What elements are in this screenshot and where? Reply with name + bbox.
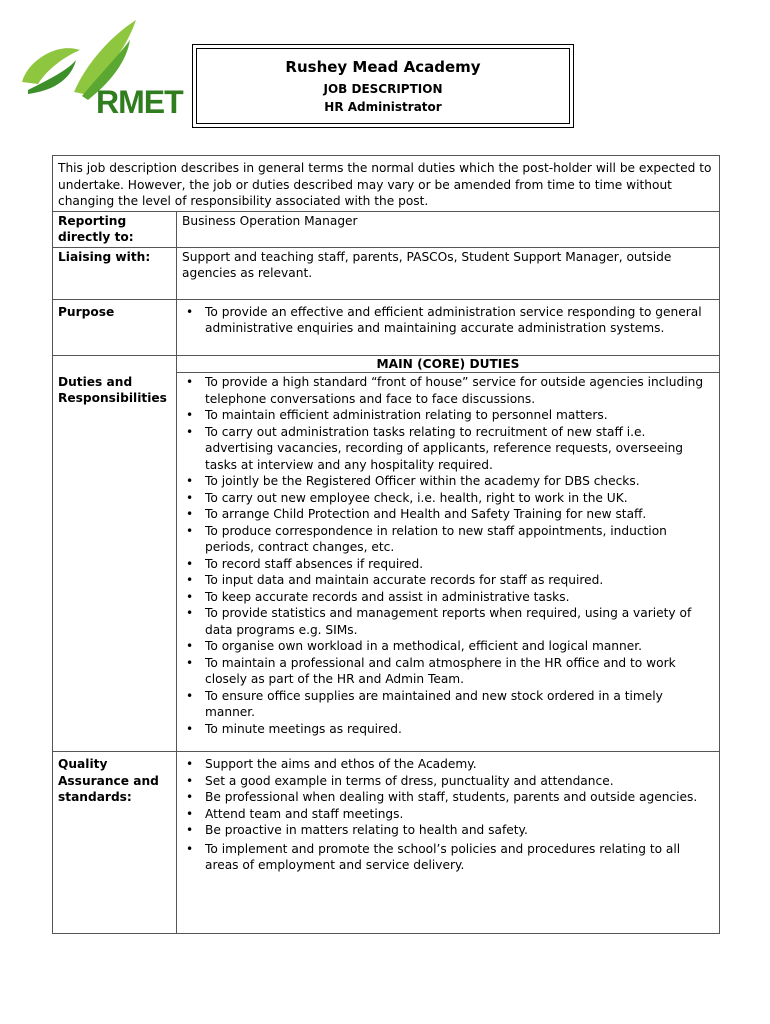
job-title: HR Administrator [324,100,442,114]
list-item: • To input data and maintain accurate records for staff as required. [205,572,714,589]
document-type: JOB DESCRIPTION [323,82,443,96]
purpose-label: Purpose [53,299,177,355]
duties-cell [177,373,720,752]
quality-cell [177,752,720,934]
liaising-row [53,247,720,299]
main-duties-heading-row [53,355,720,373]
list-item: • To ensure office supplies are maintained and new stock ordered in a timely manner. [205,688,714,721]
liaising-value: Support and teaching staff, parents, PASCOs, Student Support Manager, outside agencies as relevant. [177,247,720,299]
list-item: • To provide a high standard “front of house” service for outside agencies including telephone conversations and face to face discussions. [205,374,714,407]
purpose-cell [177,299,720,355]
list-item: • To keep accurate records and assist in administrative tasks. [205,589,714,606]
list-item: • Attend team and staff meetings. [205,806,714,823]
list-item: • To organise own workload in a methodical, efficient and logical manner. [205,638,714,655]
duties-row [53,373,720,752]
duties-label: Duties and Responsibilities [53,373,177,752]
list-item: • To maintain a professional and calm atmosphere in the HR office and to work closely as part of the HR and Admin Team. [205,655,714,688]
school-name: Rushey Mead Academy [285,58,481,76]
list-item: • Be professional when dealing with staff, students, parents and outside agencies. [205,789,714,806]
main-duties-heading: MAIN (CORE) DUTIES [177,355,720,373]
title-box [192,44,574,128]
list-item: • To carry out administration tasks relating to recruitment of new staff i.e. advertising vacancies, recording of applicants, reference requests, overseeing tasks at interview and any hospitality required. [205,424,714,474]
list-item: • To record staff absences if required. [205,556,714,573]
list-item: • To implement and promote the school’s policies and procedures relating to all areas of employment and service delivery. [205,841,714,874]
reporting-row [53,211,720,247]
list-item: • To arrange Child Protection and Health and Safety Training for new staff. [205,506,714,523]
list-item: • To maintain efficient administration relating to personnel matters. [205,407,714,424]
job-description-table [52,155,720,934]
intro-text: This job description describes in general terms the normal duties which the post-holder will be expected to undertake. However, the job or duties described may vary or be amended from time to time without changing the level of responsibility associated with the post. [53,156,720,212]
list-item: • Be proactive in matters relating to health and safety. [205,822,714,839]
list-item: • To provide statistics and management reports when required, using a variety of data programs e.g. SIMs. [205,605,714,638]
quality-label: Quality Assurance and standards: [53,752,177,934]
reporting-value: Business Operation Manager [177,211,720,247]
purpose-item: • To provide an effective and efficient administration service responding to general administrative enquiries and maintaining accurate administration systems. [205,304,714,337]
list-item: • Set a good example in terms of dress, punctuality and attendance. [205,773,714,790]
list-item: • Support the aims and ethos of the Academy. [205,756,714,773]
liaising-label: Liaising with: [53,247,177,299]
rmet-logo [18,20,183,120]
logo-text: RMET [96,84,183,120]
intro-row [53,156,720,212]
list-item: • To jointly be the Registered Officer within the academy for DBS checks. [205,473,714,490]
reporting-label: Reporting directly to: [53,211,177,247]
purpose-row [53,299,720,355]
quality-row [53,752,720,934]
list-item: • To carry out new employee check, i.e. health, right to work in the UK. [205,490,714,507]
list-item: • To minute meetings as required. [205,721,714,738]
list-item: • To produce correspondence in relation to new staff appointments, induction periods, contract changes, etc. [205,523,714,556]
